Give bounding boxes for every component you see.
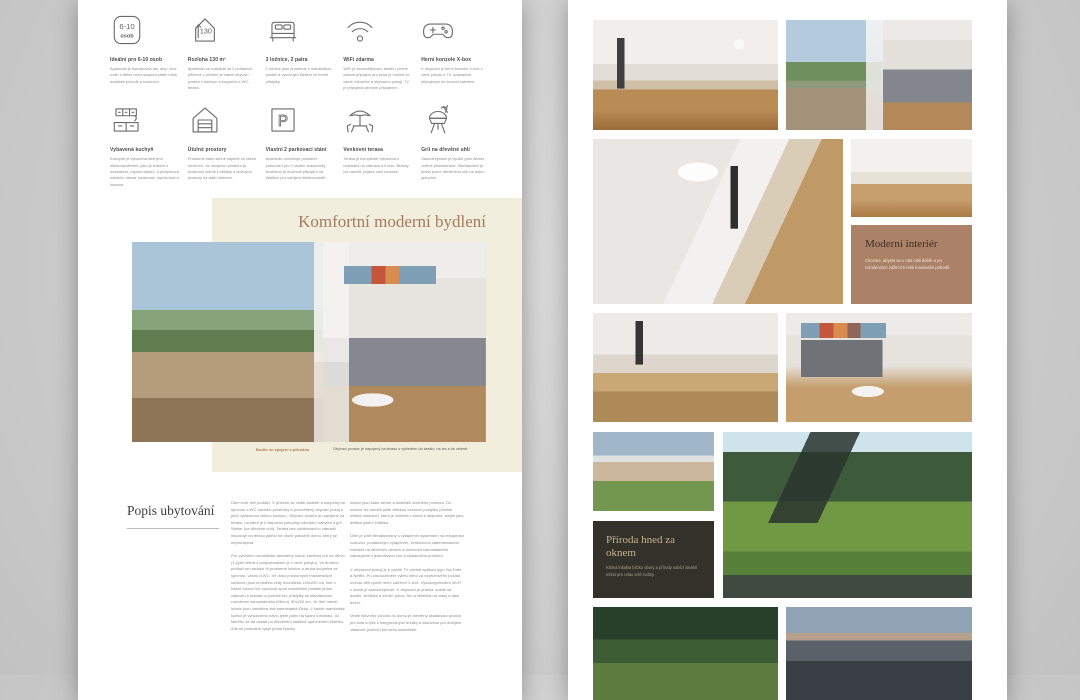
description-column-2 — [350, 500, 464, 640]
feature-terrace — [343, 103, 412, 188]
features-grid — [110, 13, 490, 188]
paragraph: Pro vytvoření romantické atmosféry slouží závěsný krb na dřevo (1 pytel dřeva s podpalovačem je v ceně pobytu). Ve druhém podlaží se nachází tři prostorné ložnice a druhá koupelna se sprchou, vanou a WC. Ve dvou prostorných manželských ložnicích jsou umístěna vždy dvoulůžka 140x200 cm, kde v každé ložnici lze vysunout zpod manželské postele jednu zásuvku s matrací a podobě tzv. přistýlky se standardním rozměrem samostatného lůžka tj. 90x200 cm. Ve třetí menší ložnici jsou umístěna dvě samostatná lůžka. V každé manželské ložnici je vyhotoveno navíc ještě patro na spaní s matrací, do kterého se dá dostat po dřevěném stabilně upevněném žebříku. Zde se pohodlně vyspí jedna fyzicky — [231, 553, 345, 631]
bed-icon — [266, 13, 335, 51]
svg-text:P: P — [277, 113, 288, 131]
svg-text:6-10: 6-10 — [119, 22, 135, 32]
svg-text:osob: osob — [120, 33, 134, 40]
photo-house-garden-large[interactable] — [723, 432, 972, 598]
tile-title: Příroda hned za oknem — [606, 534, 676, 559]
tile-text: Klidná lokalita blízko obory a přírody nabízí ideální místo pro relax celé rodiny. — [606, 565, 698, 578]
hero-title: Komfortní moderní bydlení — [298, 212, 486, 231]
paragraph: Dům je plně klimatizovaný s vytápěním systémem na rekuperaci vzduchu, podlahovým vytápěním, venkovními zatemňovacími roletami na střešních oknech a možností samostatného zabezpečení jednotlivých zón a skladového prostoru. — [350, 533, 464, 559]
wall-art-picture — [801, 323, 887, 338]
feature-area — [188, 13, 257, 91]
terrace-umbrella-icon — [343, 103, 412, 141]
tile-text: Chceme, abyste se u nás cítili dobře a po celodenních zážitcích měli maximální pohodlí. — [865, 257, 951, 270]
caption-description: Obývací prostor je napojený na terasu s výhledem do areálu, na les a do zeleně. — [333, 447, 469, 451]
section-heading-popis: Popis ubytování — [127, 503, 215, 518]
photo-house-exterior[interactable] — [593, 432, 714, 511]
photo-living-room-ceiling-lamp[interactable] — [593, 139, 843, 304]
feature-desc: Kuchyně je vybavena běžnými elektrospotřebiči, jako je lednice s mrazákem, myčka nádobí, 4-plotýnková indukční deska, toustovač, topinkovač a konvice. — [110, 156, 179, 187]
description-column-1 — [231, 500, 347, 639]
charcoal-grill-icon — [421, 103, 490, 141]
feature-title: Gril na dřevěné uhlí — [421, 147, 470, 154]
paragraph: V obývacím pokoji je k využití TV včetně aplikací typu YouTube a Netflix. Po zaslouženém výletu nebo za nepříznivého počasí mohou děti využít herní zařízení X-box. Vysokorychlostní Wi-Fi v domě je samozřejmostí. K dispozici je pračka, sušák na prádlo, žehlička a žehlicí prkno, fén a žehlička na vlasy a také trezor. — [350, 566, 462, 605]
feature-desc: Terasa je kompletně vybavena s brankami na zahradu a k lesu. Branky lze uzavřít, pejsek vám neuteče. — [343, 156, 409, 174]
feature-desc: K dispozici je herní konzole X-box v ceně pobytu s TV ovladačem připojeným ke konzoli kabelem. — [421, 66, 483, 84]
feature-grill — [421, 103, 490, 188]
feature-title: 3 ložnice, 2 patra — [265, 57, 308, 63]
feature-title: Venkovní terasa — [343, 147, 383, 154]
tile-modern-interior — [851, 225, 972, 304]
feature-xbox — [421, 13, 490, 91]
paragraph: ložnici jsou šatní skříně a dostatek úložného prostoru. Do ložnice lze umístit ještě dětskou cestovní postýlku (včetně měkké matrace), která je zdarma v domě k dispozici, stejně jako dětská jídelní židlička. — [350, 500, 464, 525]
wifi-icon — [343, 13, 412, 51]
feature-desc: WiFi je samozřejmostí, taktéž i pevné datové připojení pro práci je možné ve všech ložnicích a obývacím pokoji. TV je připojena pevným připojením. — [343, 66, 410, 90]
feature-title: Ideální pro 6-10 osob — [110, 57, 163, 63]
caption-accent: Buďte ve spojení s přírodou — [256, 447, 310, 452]
svg-text:130: 130 — [199, 26, 212, 36]
feature-title: Herní konzole X-box — [421, 57, 472, 63]
paragraph: Vedle hlavního vchodu do domu je otevřený skladovací prostor pro kola a lyže s integrovanými držáky a zásuvkou pro dobíjení vlastních jízdních kol nebo koloběžek. — [350, 613, 462, 632]
paragraph: Dům tvoří dvě podlaží. V přízemí se vedle zádveří a koupelny se sprchou a WC nachází prostorný a prosvětlený obývací pokoj s plně vybavenou velkou kuchyní. Obývací prostor je napojený na terasu, na které je k dispozici pohodlný zahradní nábytek a gril Weber (na dřevěné uhlí). Terasa bez oddělovacího zábradlí navazuje na terasu patřící ke druhé polovině domu, který se nepronajímá. — [231, 500, 346, 545]
feature-desc: 2 ložnice jsou prostorné s manželskou postelí a výsuvným lůžkem ve formě přistýlky. — [265, 66, 332, 84]
photo-kitchen-dining[interactable] — [851, 139, 972, 217]
photo-sofa-kitchen[interactable] — [786, 313, 972, 422]
photo-dining-room-stove[interactable] — [593, 20, 778, 130]
garage-house-icon — [188, 103, 257, 141]
brochure-page-right — [568, 0, 1007, 700]
kitchen-cabinets-icon — [110, 103, 179, 141]
heading-underline — [127, 528, 219, 529]
tile-nature — [593, 521, 714, 598]
brochure-page-left — [78, 0, 522, 700]
house-area-icon — [188, 13, 257, 51]
feature-desc: Samozřejmostí je využití grilu Weber, včetně příslušenství. Standardem je jedna porce dřevěného uhlí na jedno grilování. — [421, 156, 486, 181]
feature-title: Vlastní 2 parkovací stání — [265, 147, 327, 154]
feature-guests — [110, 13, 179, 91]
guests-badge-icon — [110, 13, 179, 51]
photo-terrace-lounge[interactable] — [786, 20, 972, 130]
tile-title: Moderní interiér — [865, 238, 938, 250]
feature-desc: Apartmán se rozkládá na 2 podlažích, přičemž v přízemí je hlavní obývací prostor s kuchyní a koupelna s WC, terasa. — [187, 66, 254, 90]
feature-title: WiFi zdarma — [343, 57, 374, 63]
feature-title: Útulné prostory — [187, 147, 227, 154]
feature-wifi — [343, 13, 412, 91]
hero-photo-terrace-livingroom — [132, 242, 486, 442]
feature-desc: Apartmán umožňuje pohodlné parkování pro 2 osobní automobily. Novinkou je možnost připojení na Wallbox pro nabíjení elektromobilů. — [265, 156, 327, 181]
feature-parking — [266, 103, 335, 188]
photo-house-dusk[interactable] — [786, 607, 972, 700]
photo-living-room-fireplace-table[interactable] — [593, 313, 778, 422]
parking-icon — [266, 103, 335, 141]
feature-cozy — [188, 103, 257, 188]
feature-title: Vybavená kuchyň — [110, 147, 154, 154]
photo-aerial-village[interactable] — [593, 607, 778, 700]
game-controller-icon — [421, 13, 490, 51]
feature-title: Rozloha 130 m² — [187, 57, 226, 63]
feature-bedrooms — [266, 13, 335, 91]
feature-desc: Apartmán je koncipován tak, aby i více rodin s dětmi nebo skupina přátel měla dostatek pohodlí a soukromí. — [110, 66, 177, 84]
feature-kitchen — [110, 103, 179, 188]
feature-desc: Prostorné šatní skříně najdete ve všech ložnicích. Ve vstupním prostoru je prostorný botník s věšáky a úložnými prostory na další oblečení. — [187, 156, 257, 181]
wall-art-picture — [344, 266, 436, 284]
